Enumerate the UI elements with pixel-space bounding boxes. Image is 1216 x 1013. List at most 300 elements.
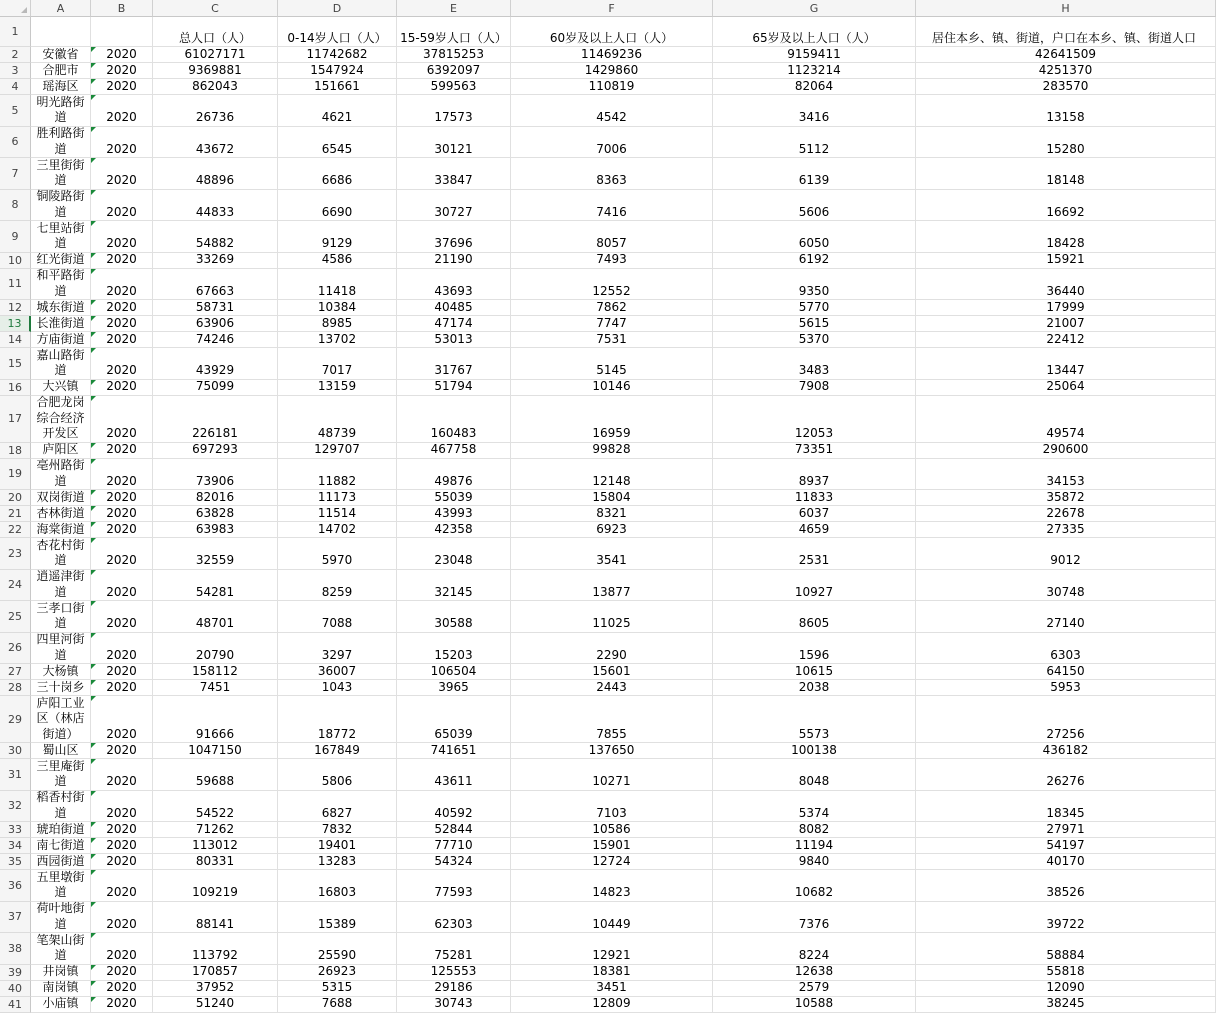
- cell-f[interactable]: [511, 47, 713, 63]
- row-header[interactable]: 11: [0, 269, 31, 301]
- row-header[interactable]: 39: [0, 965, 31, 981]
- column-header-d[interactable]: D: [278, 0, 397, 17]
- cell-e[interactable]: [397, 443, 511, 459]
- cell-e[interactable]: [397, 743, 511, 759]
- cell-f[interactable]: [511, 316, 713, 332]
- cell-e[interactable]: [397, 997, 511, 1013]
- row-header[interactable]: 2: [0, 47, 31, 63]
- cell-f[interactable]: [511, 332, 713, 348]
- cell-f[interactable]: [511, 664, 713, 680]
- cell-b[interactable]: [91, 396, 153, 443]
- cell-g[interactable]: [713, 633, 916, 665]
- cell-b[interactable]: [91, 522, 153, 538]
- cell-g[interactable]: [713, 269, 916, 301]
- cell-d[interactable]: [278, 933, 397, 965]
- cell-g[interactable]: [713, 221, 916, 253]
- row-header[interactable]: 20: [0, 490, 31, 506]
- cell-b[interactable]: [91, 680, 153, 696]
- column-header-g[interactable]: G: [713, 0, 916, 17]
- cell-e[interactable]: [397, 459, 511, 491]
- cell-g[interactable]: [713, 459, 916, 491]
- cell-g[interactable]: [713, 490, 916, 506]
- cell-g[interactable]: [713, 981, 916, 997]
- cell-h[interactable]: [916, 981, 1216, 997]
- cell-a[interactable]: [31, 522, 91, 538]
- cell-g[interactable]: [713, 47, 916, 63]
- cell-e[interactable]: [397, 348, 511, 380]
- cell-c[interactable]: [153, 664, 278, 680]
- cell-h[interactable]: [916, 380, 1216, 396]
- cell-a[interactable]: [31, 269, 91, 301]
- cell-f[interactable]: [511, 221, 713, 253]
- row-header[interactable]: 23: [0, 538, 31, 570]
- cell-e[interactable]: [397, 854, 511, 870]
- cell-a[interactable]: [31, 759, 91, 791]
- cell-f[interactable]: [511, 981, 713, 997]
- cell-d[interactable]: [278, 743, 397, 759]
- cell-g[interactable]: [713, 838, 916, 854]
- cell-e[interactable]: [397, 269, 511, 301]
- cell-b[interactable]: [91, 822, 153, 838]
- header-cell-e[interactable]: 15-59岁人口（人）: [397, 17, 511, 47]
- cell-e[interactable]: [397, 490, 511, 506]
- cell-c[interactable]: [153, 538, 278, 570]
- cell-g[interactable]: [713, 870, 916, 902]
- cell-e[interactable]: [397, 664, 511, 680]
- row-header[interactable]: 9: [0, 221, 31, 253]
- cell-d[interactable]: [278, 190, 397, 222]
- row-header[interactable]: 22: [0, 522, 31, 538]
- cell-g[interactable]: [713, 759, 916, 791]
- select-all-corner[interactable]: [0, 0, 31, 17]
- cell-d[interactable]: [278, 95, 397, 127]
- cell-b[interactable]: [91, 79, 153, 95]
- cell-d[interactable]: [278, 838, 397, 854]
- cell-d[interactable]: [278, 63, 397, 79]
- row-header[interactable]: 28: [0, 680, 31, 696]
- cell-d[interactable]: [278, 269, 397, 301]
- cell-f[interactable]: [511, 633, 713, 665]
- cell-h[interactable]: [916, 965, 1216, 981]
- cell-e[interactable]: [397, 158, 511, 190]
- cell-f[interactable]: [511, 253, 713, 269]
- cell-d[interactable]: [278, 459, 397, 491]
- cell-f[interactable]: [511, 95, 713, 127]
- cell-a[interactable]: [31, 870, 91, 902]
- cell-b[interactable]: [91, 791, 153, 823]
- cell-e[interactable]: [397, 506, 511, 522]
- cell-b[interactable]: [91, 743, 153, 759]
- cell-e[interactable]: [397, 791, 511, 823]
- cell-a[interactable]: [31, 348, 91, 380]
- cell-b[interactable]: [91, 933, 153, 965]
- cell-f[interactable]: [511, 838, 713, 854]
- cell-d[interactable]: [278, 253, 397, 269]
- cell-a[interactable]: [31, 822, 91, 838]
- row-header[interactable]: 27: [0, 664, 31, 680]
- cell-c[interactable]: [153, 316, 278, 332]
- cell-a[interactable]: [31, 316, 91, 332]
- cell-d[interactable]: [278, 396, 397, 443]
- cell-e[interactable]: [397, 933, 511, 965]
- cell-h[interactable]: [916, 190, 1216, 222]
- cell-g[interactable]: [713, 63, 916, 79]
- cell-a[interactable]: [31, 380, 91, 396]
- cell-d[interactable]: [278, 348, 397, 380]
- cell-c[interactable]: [153, 79, 278, 95]
- cell-h[interactable]: [916, 696, 1216, 743]
- row-header[interactable]: 16: [0, 380, 31, 396]
- cell-c[interactable]: [153, 791, 278, 823]
- cell-c[interactable]: [153, 822, 278, 838]
- cell-a[interactable]: [31, 300, 91, 316]
- cell-h[interactable]: [916, 538, 1216, 570]
- cell-b[interactable]: [91, 127, 153, 159]
- cell-g[interactable]: [713, 696, 916, 743]
- cell-h[interactable]: [916, 822, 1216, 838]
- cell-g[interactable]: [713, 664, 916, 680]
- row-header[interactable]: 38: [0, 933, 31, 965]
- cell-c[interactable]: [153, 696, 278, 743]
- column-header-f[interactable]: F: [511, 0, 713, 17]
- cell-b[interactable]: [91, 506, 153, 522]
- cell-a[interactable]: [31, 63, 91, 79]
- cell-f[interactable]: [511, 933, 713, 965]
- cell-a[interactable]: [31, 490, 91, 506]
- row-header[interactable]: 34: [0, 838, 31, 854]
- cell-c[interactable]: [153, 570, 278, 602]
- cell-f[interactable]: [511, 854, 713, 870]
- row-header[interactable]: 24: [0, 570, 31, 602]
- cell-b[interactable]: [91, 190, 153, 222]
- cell-c[interactable]: [153, 158, 278, 190]
- cell-d[interactable]: [278, 443, 397, 459]
- cell-g[interactable]: [713, 680, 916, 696]
- row-header[interactable]: 40: [0, 981, 31, 997]
- header-cell-c[interactable]: 总人口（人）: [153, 17, 278, 47]
- cell-b[interactable]: [91, 348, 153, 380]
- cell-c[interactable]: [153, 838, 278, 854]
- cell-d[interactable]: [278, 570, 397, 602]
- cell-h[interactable]: [916, 95, 1216, 127]
- cell-b[interactable]: [91, 158, 153, 190]
- cell-c[interactable]: [153, 743, 278, 759]
- cell-d[interactable]: [278, 79, 397, 95]
- cell-h[interactable]: [916, 127, 1216, 159]
- row-header[interactable]: 6: [0, 127, 31, 159]
- cell-f[interactable]: [511, 190, 713, 222]
- cell-a[interactable]: [31, 902, 91, 934]
- cell-h[interactable]: [916, 300, 1216, 316]
- cell-h[interactable]: [916, 221, 1216, 253]
- cell-g[interactable]: [713, 300, 916, 316]
- row-header[interactable]: 37: [0, 902, 31, 934]
- cell-a[interactable]: [31, 158, 91, 190]
- row-header[interactable]: 36: [0, 870, 31, 902]
- cell-d[interactable]: [278, 316, 397, 332]
- cell-c[interactable]: [153, 506, 278, 522]
- cell-a[interactable]: [31, 127, 91, 159]
- cell-a[interactable]: [31, 396, 91, 443]
- cell-b[interactable]: [91, 854, 153, 870]
- cell-d[interactable]: [278, 538, 397, 570]
- cell-c[interactable]: [153, 63, 278, 79]
- cell-a[interactable]: [31, 981, 91, 997]
- cell-d[interactable]: [278, 997, 397, 1013]
- cell-g[interactable]: [713, 902, 916, 934]
- cell-c[interactable]: [153, 633, 278, 665]
- cell-h[interactable]: [916, 870, 1216, 902]
- cell-h[interactable]: [916, 680, 1216, 696]
- cell-b[interactable]: [91, 759, 153, 791]
- row-header[interactable]: 21: [0, 506, 31, 522]
- cell-f[interactable]: [511, 79, 713, 95]
- cell-g[interactable]: [713, 316, 916, 332]
- cell-h[interactable]: [916, 490, 1216, 506]
- cell-f[interactable]: [511, 380, 713, 396]
- cell-h[interactable]: [916, 522, 1216, 538]
- row-header[interactable]: 32: [0, 791, 31, 823]
- row-header[interactable]: 12: [0, 300, 31, 316]
- column-header-b[interactable]: B: [91, 0, 153, 17]
- cell-g[interactable]: [713, 253, 916, 269]
- row-header[interactable]: 7: [0, 158, 31, 190]
- cell-d[interactable]: [278, 506, 397, 522]
- cell-c[interactable]: [153, 348, 278, 380]
- cell-a[interactable]: [31, 838, 91, 854]
- header-cell-a[interactable]: [31, 17, 91, 47]
- row-header[interactable]: 29: [0, 696, 31, 743]
- cell-f[interactable]: [511, 870, 713, 902]
- cell-h[interactable]: [916, 664, 1216, 680]
- cell-g[interactable]: [713, 601, 916, 633]
- cell-c[interactable]: [153, 522, 278, 538]
- cell-c[interactable]: [153, 269, 278, 301]
- header-cell-d[interactable]: 0-14岁人口（人）: [278, 17, 397, 47]
- cell-h[interactable]: [916, 997, 1216, 1013]
- row-header[interactable]: 1: [0, 17, 31, 47]
- cell-d[interactable]: [278, 696, 397, 743]
- column-header-h[interactable]: H: [916, 0, 1216, 17]
- cell-c[interactable]: [153, 459, 278, 491]
- cell-e[interactable]: [397, 221, 511, 253]
- cell-b[interactable]: [91, 269, 153, 301]
- cell-c[interactable]: [153, 601, 278, 633]
- cell-e[interactable]: [397, 838, 511, 854]
- cell-h[interactable]: [916, 933, 1216, 965]
- cell-g[interactable]: [713, 95, 916, 127]
- cell-f[interactable]: [511, 63, 713, 79]
- cell-g[interactable]: [713, 158, 916, 190]
- cell-c[interactable]: [153, 490, 278, 506]
- cell-e[interactable]: [397, 570, 511, 602]
- cell-e[interactable]: [397, 696, 511, 743]
- cell-g[interactable]: [713, 743, 916, 759]
- row-header[interactable]: 26: [0, 633, 31, 665]
- cell-e[interactable]: [397, 396, 511, 443]
- cell-a[interactable]: [31, 743, 91, 759]
- cell-d[interactable]: [278, 332, 397, 348]
- cell-d[interactable]: [278, 822, 397, 838]
- cell-h[interactable]: [916, 791, 1216, 823]
- cell-f[interactable]: [511, 680, 713, 696]
- cell-d[interactable]: [278, 854, 397, 870]
- cell-c[interactable]: [153, 443, 278, 459]
- cell-f[interactable]: [511, 791, 713, 823]
- cell-h[interactable]: [916, 269, 1216, 301]
- cell-d[interactable]: [278, 601, 397, 633]
- row-header[interactable]: 13: [0, 316, 31, 332]
- cell-c[interactable]: [153, 965, 278, 981]
- cell-g[interactable]: [713, 965, 916, 981]
- cell-c[interactable]: [153, 902, 278, 934]
- cell-c[interactable]: [153, 396, 278, 443]
- cell-f[interactable]: [511, 902, 713, 934]
- cell-g[interactable]: [713, 190, 916, 222]
- cell-d[interactable]: [278, 759, 397, 791]
- cell-f[interactable]: [511, 570, 713, 602]
- cell-a[interactable]: [31, 443, 91, 459]
- cell-c[interactable]: [153, 127, 278, 159]
- cell-b[interactable]: [91, 316, 153, 332]
- cell-h[interactable]: [916, 506, 1216, 522]
- cell-g[interactable]: [713, 822, 916, 838]
- cell-d[interactable]: [278, 380, 397, 396]
- cell-e[interactable]: [397, 601, 511, 633]
- cell-f[interactable]: [511, 822, 713, 838]
- cell-h[interactable]: [916, 633, 1216, 665]
- row-header[interactable]: 33: [0, 822, 31, 838]
- cell-f[interactable]: [511, 506, 713, 522]
- cell-c[interactable]: [153, 95, 278, 127]
- cell-a[interactable]: [31, 965, 91, 981]
- column-header-e[interactable]: E: [397, 0, 511, 17]
- cell-c[interactable]: [153, 997, 278, 1013]
- cell-e[interactable]: [397, 79, 511, 95]
- cell-b[interactable]: [91, 490, 153, 506]
- cell-e[interactable]: [397, 633, 511, 665]
- cell-h[interactable]: [916, 443, 1216, 459]
- cell-b[interactable]: [91, 870, 153, 902]
- cell-a[interactable]: [31, 933, 91, 965]
- cell-f[interactable]: [511, 759, 713, 791]
- cell-f[interactable]: [511, 965, 713, 981]
- cell-g[interactable]: [713, 380, 916, 396]
- row-header[interactable]: 5: [0, 95, 31, 127]
- cell-a[interactable]: [31, 506, 91, 522]
- cell-g[interactable]: [713, 79, 916, 95]
- header-cell-g[interactable]: 65岁及以上人口（人）: [713, 17, 916, 47]
- cell-b[interactable]: [91, 380, 153, 396]
- row-header[interactable]: 15: [0, 348, 31, 380]
- cell-b[interactable]: [91, 902, 153, 934]
- row-header[interactable]: 14: [0, 332, 31, 348]
- cell-g[interactable]: [713, 522, 916, 538]
- row-header[interactable]: 31: [0, 759, 31, 791]
- row-header[interactable]: 8: [0, 190, 31, 222]
- header-cell-h[interactable]: 居住本乡、镇、街道，户口在本乡、镇、街道人口: [916, 17, 1216, 47]
- cell-e[interactable]: [397, 190, 511, 222]
- cell-h[interactable]: [916, 902, 1216, 934]
- cell-g[interactable]: [713, 506, 916, 522]
- cell-b[interactable]: [91, 601, 153, 633]
- cell-a[interactable]: [31, 570, 91, 602]
- cell-f[interactable]: [511, 538, 713, 570]
- cell-a[interactable]: [31, 664, 91, 680]
- cell-h[interactable]: [916, 158, 1216, 190]
- cell-d[interactable]: [278, 522, 397, 538]
- cell-c[interactable]: [153, 253, 278, 269]
- cell-d[interactable]: [278, 490, 397, 506]
- cell-b[interactable]: [91, 696, 153, 743]
- cell-b[interactable]: [91, 633, 153, 665]
- cell-b[interactable]: [91, 47, 153, 63]
- cell-a[interactable]: [31, 221, 91, 253]
- cell-e[interactable]: [397, 522, 511, 538]
- cell-e[interactable]: [397, 300, 511, 316]
- cell-d[interactable]: [278, 680, 397, 696]
- cell-a[interactable]: [31, 601, 91, 633]
- cell-h[interactable]: [916, 838, 1216, 854]
- cell-e[interactable]: [397, 822, 511, 838]
- cell-c[interactable]: [153, 332, 278, 348]
- cell-c[interactable]: [153, 680, 278, 696]
- cell-b[interactable]: [91, 570, 153, 602]
- cell-c[interactable]: [153, 300, 278, 316]
- cell-f[interactable]: [511, 396, 713, 443]
- cell-f[interactable]: [511, 997, 713, 1013]
- cell-g[interactable]: [713, 570, 916, 602]
- row-header[interactable]: 41: [0, 997, 31, 1013]
- cell-d[interactable]: [278, 221, 397, 253]
- cell-h[interactable]: [916, 348, 1216, 380]
- cell-f[interactable]: [511, 696, 713, 743]
- cell-g[interactable]: [713, 538, 916, 570]
- row-header[interactable]: 17: [0, 396, 31, 443]
- cell-h[interactable]: [916, 396, 1216, 443]
- cell-e[interactable]: [397, 538, 511, 570]
- cell-h[interactable]: [916, 316, 1216, 332]
- cell-e[interactable]: [397, 870, 511, 902]
- row-header[interactable]: 4: [0, 79, 31, 95]
- cell-h[interactable]: [916, 332, 1216, 348]
- cell-h[interactable]: [916, 601, 1216, 633]
- cell-e[interactable]: [397, 332, 511, 348]
- cell-b[interactable]: [91, 221, 153, 253]
- cell-f[interactable]: [511, 300, 713, 316]
- cell-g[interactable]: [713, 396, 916, 443]
- cell-d[interactable]: [278, 300, 397, 316]
- cell-f[interactable]: [511, 348, 713, 380]
- cell-d[interactable]: [278, 965, 397, 981]
- cell-d[interactable]: [278, 870, 397, 902]
- cell-b[interactable]: [91, 332, 153, 348]
- row-header[interactable]: 25: [0, 601, 31, 633]
- cell-f[interactable]: [511, 743, 713, 759]
- cell-b[interactable]: [91, 253, 153, 269]
- cell-a[interactable]: [31, 332, 91, 348]
- cell-d[interactable]: [278, 981, 397, 997]
- cell-a[interactable]: [31, 997, 91, 1013]
- cell-a[interactable]: [31, 696, 91, 743]
- cell-d[interactable]: [278, 47, 397, 63]
- cell-d[interactable]: [278, 791, 397, 823]
- cell-e[interactable]: [397, 380, 511, 396]
- cell-h[interactable]: [916, 63, 1216, 79]
- cell-c[interactable]: [153, 870, 278, 902]
- cell-f[interactable]: [511, 490, 713, 506]
- cell-c[interactable]: [153, 854, 278, 870]
